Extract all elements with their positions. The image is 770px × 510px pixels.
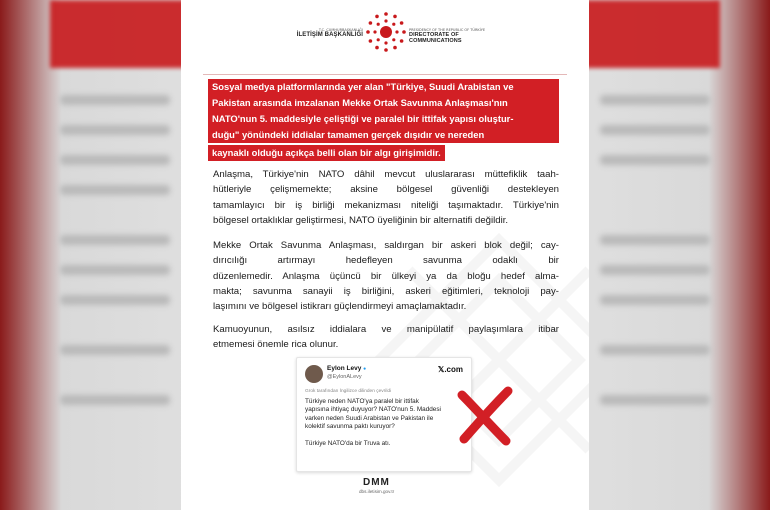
background-blur-line [60,95,170,105]
tweet-line: Türkiye NATO'da bir Truva atı. [305,439,391,447]
header-right-name-line2: COMMUNICATIONS [409,38,462,44]
tweet-line: varken neden Suudi Arabistan ve Pakistan ile [305,414,434,422]
highlight-line: Sosyal medya platformlarında yer alan "Türkiye, Suudi Arabistan ve [208,79,559,95]
background-blur-line [60,295,170,305]
highlighted-statement [208,79,559,161]
paragraph-line: Kamuoyunun, asılsız iddialara ve manipülatif paylaşımlara itibar [213,324,559,335]
background-blur-line [600,345,710,355]
header-divider [203,74,567,75]
background-blur-line [60,395,170,405]
highlight-line: NATO'nun 5. maddesiyle çeliştiği ve paralel bir ittifak yapısı oluştur- [208,111,559,127]
tweet-author-name-text: Eylon Levy [327,365,362,372]
header [181,6,589,62]
highlight-line: duğu" yönündeki iddialar tamamen gerçek dışıdır ve nereden [208,127,559,143]
footer-url: dbs.iletisim.gov.tr [359,489,395,494]
paragraph-public-request [213,322,559,353]
paragraph-line: Mekke Ortak Savunma Anlaşması, saldırgan bir askeri blok değil; cay- [213,240,559,251]
paragraph-nato-compatibility [213,167,559,228]
tweet-line: yapısına ihtiyaç duyuyor? NATO'nun 5. Maddesi [305,406,441,414]
paragraph-line: düzenlemedir. Anlaşma üçüncü bir ülkeyi ya da bloğu hedef alma- [213,270,559,282]
paragraph-line: dırıcılığı artırmayı hedefleyen savunma odaklı bir [213,255,559,267]
tweet-screenshot [296,357,472,472]
tweet-author-handle: @EylonALevy [327,374,362,380]
header-left-name: İLETİŞİM BAŞKANLIĞI [296,32,363,38]
avatar [305,365,323,383]
background-blur-line [60,155,170,165]
paragraph-line: etmemesi önemle rica olunur. [213,339,339,351]
highlight-line: Pakistan arasında imzalanan Mekke Ortak Savunma Anlaşması'nın [208,95,559,111]
presidency-emblem-icon [364,10,408,54]
background-blur-line [600,395,710,405]
tweet-author-name [327,365,366,372]
tweet-spacer [305,432,465,440]
background-blur-line [600,155,710,165]
background-blur-line [600,125,710,135]
background-blur-line [60,125,170,135]
paragraph-line: hütleriyle çelişmemekte; aksine bölgesel güvenliği destekleyen [213,184,559,196]
header-right-title [409,28,489,44]
dmm-logo: DMM [363,477,390,488]
paragraph-line: makta; savunma sanayii iş birliğini, askeri eğitimleri, teknoloji pay- [213,285,559,297]
background-blur-line [600,265,710,275]
background-blur-line [600,95,710,105]
header-left-subtitle: T.C. CUMHURBAŞKANLIĞI [318,28,363,32]
highlight-line: kaynaklı olduğu açıkça belli olan bir algı girişimidir. [208,145,445,161]
tweet-body [305,398,465,448]
background-blur-line [60,265,170,275]
background-blur-line [60,235,170,245]
paragraph-line: laşımını ve bölgesel istikrarı güçlendirmeyi amaçlamaktadır. [213,301,467,313]
paragraph-line: Anlaşma, Türkiye'nin NATO dâhil mevcut uluslararası müttefiklik taah- [213,169,559,180]
header-right-name-line1: DIRECTORATE OF [409,32,459,38]
tweet-line: kolektif savunma paktı kuruyor? [305,423,395,431]
red-cross-mark-icon [456,385,516,447]
paragraph-defense-agreement [213,238,559,314]
header-left-title [291,28,363,38]
tweet-line: Türkiye neden NATO'ya paralel bir ittifak [305,398,419,405]
background-blur-line [60,185,170,195]
verified-badge-icon: ● [363,366,367,372]
paragraph-line: tamamlayıcı bir iş birliği mekanizması niteliği taşımaktadır. Türkiye'nin [213,199,559,211]
x-logo-icon: 𝕏.com [437,365,463,374]
header-right-subtitle: PRESIDENCY OF THE REPUBLIC OF TÜRKİYE [409,28,486,32]
background-blur-line [60,345,170,355]
paragraph-line: bölgesel ortaklıklar geliştirmesi, NATO üyeliğinin bir alternatifi değildir. [213,214,509,226]
statement-document [181,0,589,510]
background-blur-line [600,295,710,305]
translation-note: Grok tarafından İngilizce dilinden çevrildi [305,389,392,394]
background-blur-line [600,235,710,245]
